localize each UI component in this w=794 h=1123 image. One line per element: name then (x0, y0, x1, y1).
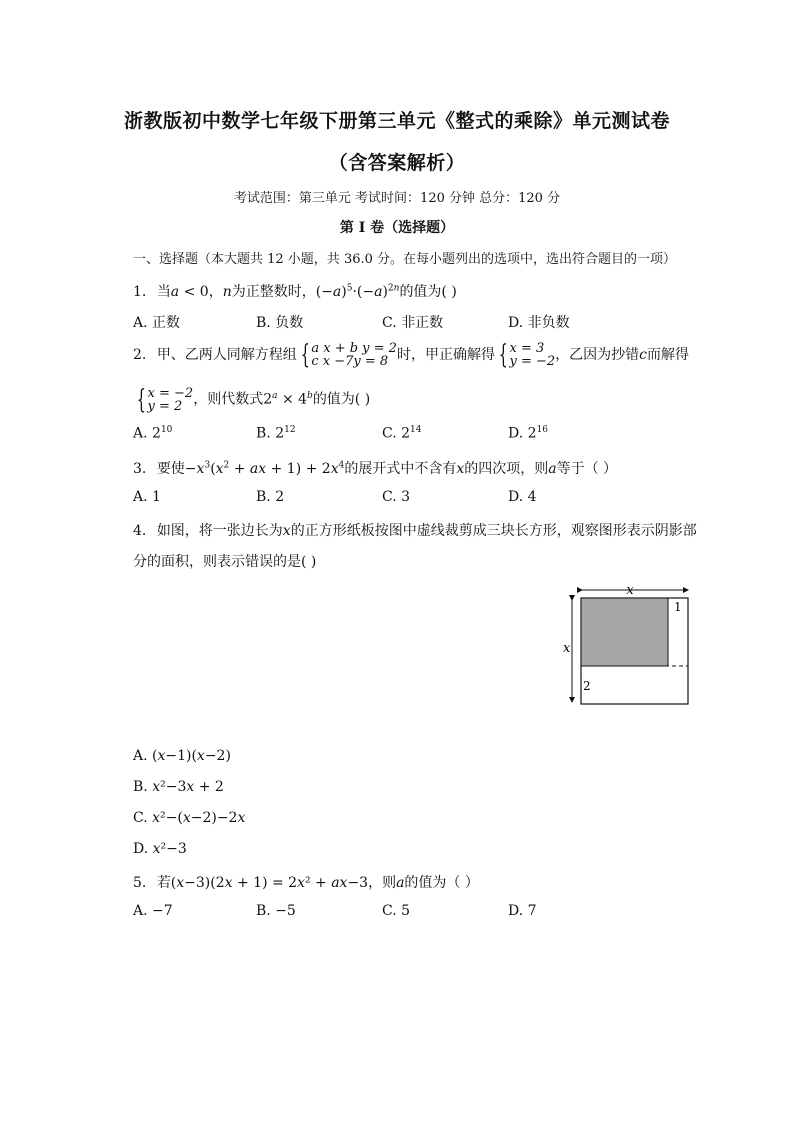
question-2-continued: { 𝑥 = −2 𝑦 = 2 ，则代数式$2^𝑎 \times 4^𝑏$的值为( ) (133, 381, 370, 415)
q2-option-c[interactable]: C. $2^{14}$ (382, 425, 422, 442)
q5-option-a[interactable]: A. −7 (133, 903, 173, 919)
q3-option-c[interactable]: C. 3 (382, 489, 411, 505)
question-number: 1. (133, 284, 147, 300)
question-1: 1. 当𝑎 < 0，𝑛为正整数时，(−𝑎)$^5$·(−𝑎)$^{2𝑛}$的值为( ) (133, 283, 457, 300)
equation-system: { 𝑎 𝑥 + 𝑏 𝑦 = 2 𝑐 𝑥 −7𝑦 = 8 (300, 340, 397, 370)
q4-option-b[interactable]: B. 𝑥²−3𝑥 + 2 (133, 779, 224, 795)
document-title-line1: 浙教版初中数学七年级下册第三单元《整式的乘除》单元测试卷 (123, 110, 670, 132)
q1-option-c[interactable]: C. 非正数 (382, 315, 444, 331)
square-figure (560, 580, 695, 710)
q3-option-b[interactable]: B. 2 (256, 489, 285, 505)
label-left-x: 𝑥 (563, 641, 571, 656)
question-number: 4. (133, 523, 147, 539)
question-5: 5. 若(𝑥−3)(2𝑥 + 1) = 2𝑥² + 𝑎𝑥−3，则𝑎的值为（ ） (133, 875, 479, 891)
question-number: 2. (133, 347, 147, 363)
wrong-solution-system: { 𝑥 = −2 𝑦 = 2 (136, 384, 194, 415)
label-1: 1 (674, 600, 682, 614)
exam-meta: 考试范围：第三单元 考试时间：120 分钟 总分：120 分 (233, 191, 561, 206)
shaded-rectangle (581, 598, 668, 666)
question-4-continued: 分的面积，则表示错误的是( ) (133, 554, 317, 570)
q1-option-b[interactable]: B. 负数 (256, 315, 304, 331)
q4-option-c[interactable]: C. 𝑥²−(𝑥−2)−2𝑥 (133, 810, 246, 826)
question-number: 5. (133, 875, 147, 891)
label-2: 2 (583, 679, 591, 693)
section-title: 第 I 卷（选择题） (339, 220, 455, 236)
q5-option-d[interactable]: D. 7 (508, 903, 537, 919)
q4-option-a[interactable]: A. (𝑥−1)(𝑥−2) (133, 748, 231, 764)
question-4: 4. 如图，将一张边长为𝑥的正方形纸板按图中虚线裁剪成三块长方形，观察图形表示阴影部 (133, 523, 697, 539)
q3-option-a[interactable]: A. 1 (133, 489, 161, 505)
part-heading: 一、选择题（本大题共 12 小题，共 36.0 分。在每小题列出的选项中，选出符合题目的一项） (133, 252, 677, 267)
q1-option-d[interactable]: D. 非负数 (508, 315, 570, 331)
question-3: 3. 要使−𝑥$^3$(𝑥$^2$ + 𝑎𝑥 + 1) + 2𝑥$^4$的展开式中不含有𝑥的四次项，则𝑎等于（ ） (133, 460, 618, 477)
q2-option-d[interactable]: D. $2^{16}$ (508, 425, 549, 442)
q1-option-a[interactable]: A. 正数 (133, 315, 181, 331)
q4-option-d[interactable]: D. 𝑥²−3 (133, 841, 187, 857)
q5-option-c[interactable]: C. 5 (382, 903, 411, 919)
q5-option-b[interactable]: B. −5 (256, 903, 296, 919)
q3-option-d[interactable]: D. 4 (508, 489, 537, 505)
q2-option-a[interactable]: A. $2^{10}$ (133, 425, 173, 442)
solution-system: { 𝑥 = 3 𝑦 = −2 (498, 340, 556, 370)
document-title-line2: （含答案解析） (328, 152, 466, 174)
question-number: 3. (133, 461, 147, 477)
question-2: 2. 甲、乙两人同解方程组 { 𝑎 𝑥 + 𝑏 𝑦 = 2 𝑐 𝑥 −7𝑦 = 8 时，甲正确解得 { 𝑥 = 3 𝑦 = −2 ，乙因为抄错𝑐而解得 (133, 340, 690, 370)
label-top-x: 𝑥 (626, 583, 634, 598)
q2-option-b[interactable]: B. $2^{12}$ (256, 425, 296, 442)
